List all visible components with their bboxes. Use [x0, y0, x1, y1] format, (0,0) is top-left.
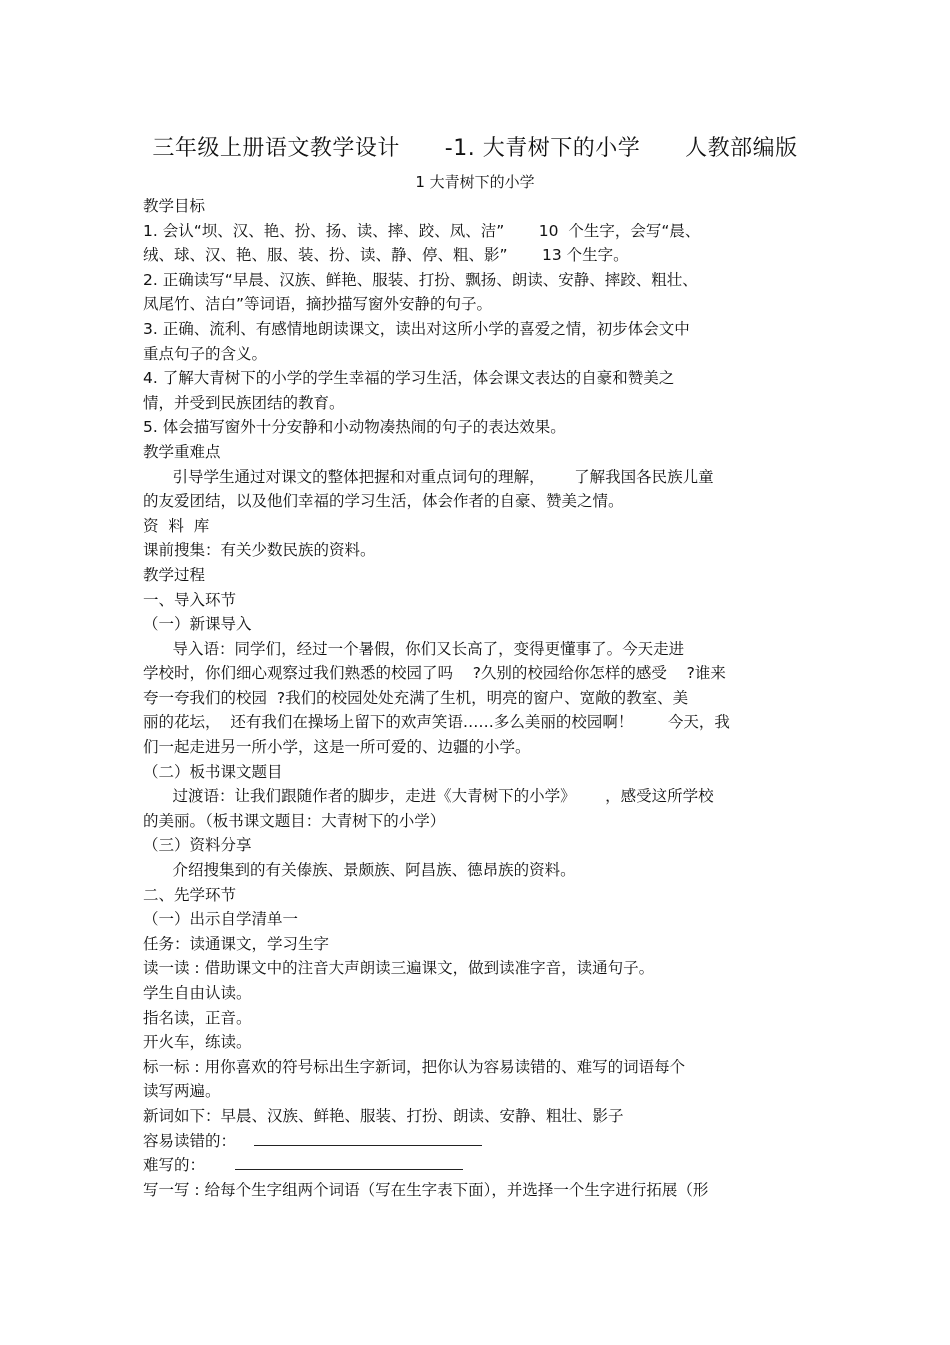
text-line: 介绍搜集到的有关傣族、景颇族、阿昌族、德昂族的资料。 [143, 861, 576, 880]
text-line: 5. 体会描写窗外十分安静和小动物凑热闹的句子的表达效果。 [143, 418, 566, 437]
text-line: 写一写 : 给每个生字组两个词语（写在生字表下面），并选择一个生字进行拓展（形 [143, 1180, 709, 1199]
text-line: 读写两遍。 [143, 1082, 221, 1101]
text-line: 情，并受到民族团结的教育。 [143, 393, 345, 412]
fill-line-hard-to-write [143, 1153, 813, 1178]
lesson-subtitle: 1 大青树下的小学 [415, 173, 535, 191]
text-line: 开火车，练读。 [143, 1033, 252, 1052]
sub-heading: 二、先学环节 [143, 885, 237, 904]
sub-heading: （一）出示自学清单一 [143, 910, 299, 929]
text-line: 引导学生通过对课文的整体把握和对重点词句的理解， 了解我国各民族儿童 [143, 467, 714, 486]
text-line: 指名读，正音。 [143, 1008, 252, 1027]
fill-label: 容易读错的： [143, 1131, 237, 1150]
text-line: 绒、球、汉、艳、服、装、扮、读、静、停、粗、影” 13 个生字。 [143, 246, 629, 265]
text-line: 的友爱团结，以及他们幸福的学习生活，体会作者的自豪、赞美之情。 [143, 492, 624, 511]
text-line: 标一标 : 用你喜欢的符号标出生字新词，把你认为容易读错的、难写的词语每个 [143, 1057, 686, 1076]
text-line: 4. 了解大青树下的小学的学生幸福的学习生活，体会课文表达的自豪和赞美之 [143, 369, 675, 388]
text-line: 新词如下：早晨、汉族、鲜艳、服装、打扮、朗读、安静、粗壮、影子 [143, 1106, 624, 1125]
text-line: 们一起走进另一所小学，这是一所可爱的、边疆的小学。 [143, 738, 531, 757]
text-line: 课前搜集：有关少数民族的资料。 [143, 541, 376, 560]
text-line: 学校时，你们细心观察过我们熟悉的校园了吗 ?久别的校园给你怎样的感受 ?谁来 [143, 664, 726, 683]
text-line: 的美丽。（板书课文题目：大青树下的小学） [143, 811, 446, 830]
text-line: 1. 会认“坝、汉、艳、扮、扬、读、摔、跤、凤、洁” 10 个生字，会写“晨、 [143, 221, 701, 240]
fill-line-easy-misread [143, 1129, 813, 1154]
text-line: 过渡语：让我们跟随作者的脚步，走进《大青树下的小学》 ，感受这所学校 [143, 787, 714, 806]
section-heading: 资 料 库 [143, 516, 210, 535]
text-line: 学生自由认读。 [143, 984, 252, 1002]
sub-heading: （二）板书课文题目 [143, 762, 283, 781]
answer-blank [254, 1131, 482, 1146]
text-line: 3. 正确、流利、有感情地朗读课文，读出对这所小学的喜爱之情，初步体会文中 [143, 319, 690, 338]
fill-label: 难写的： [143, 1156, 206, 1175]
section-heading: 教学目标 [143, 197, 206, 215]
section-heading: 教学过程 [143, 565, 206, 584]
text-line: 任务：读通课文，学习生字 [143, 934, 330, 953]
answer-blank [235, 1155, 463, 1170]
sub-heading: （一）新课导入 [143, 615, 252, 634]
text-line: 凤尾竹、洁白”等词语，摘抄描写窗外安静的句子。 [143, 295, 493, 314]
document-body [143, 194, 813, 1202]
text-line: 导入语：同学们，经过一个暑假，你们又长高了，变得更懂事了。今天走进 [143, 639, 685, 658]
text-line: 读一读 : 借助课文中的注音大声朗读三遍课文，做到读准字音，读通句子。 [143, 959, 655, 978]
document-title: 三年级上册语文教学设计 -1. 大青树下的小学 人教部编版 [152, 136, 798, 161]
text-line: 夸一夸我们的校园 ?我们的校园处处充满了生机，明亮的窗户、宽敞的教室、美 [143, 688, 689, 707]
sub-heading: （三）资料分享 [143, 836, 252, 855]
sub-heading: 一、导入环节 [143, 590, 237, 609]
text-line: 2. 正确读写“早晨、汉族、鲜艳、服装、打扮、飘扬、朗读、安静、摔跤、粗壮、 [143, 270, 698, 289]
text-line: 重点句子的含义。 [143, 344, 268, 363]
section-heading: 教学重难点 [143, 442, 221, 461]
text-line: 丽的花坛， 还有我们在操场上留下的欢声笑语……多么美丽的校园啊！ 今天，我 [143, 713, 730, 732]
